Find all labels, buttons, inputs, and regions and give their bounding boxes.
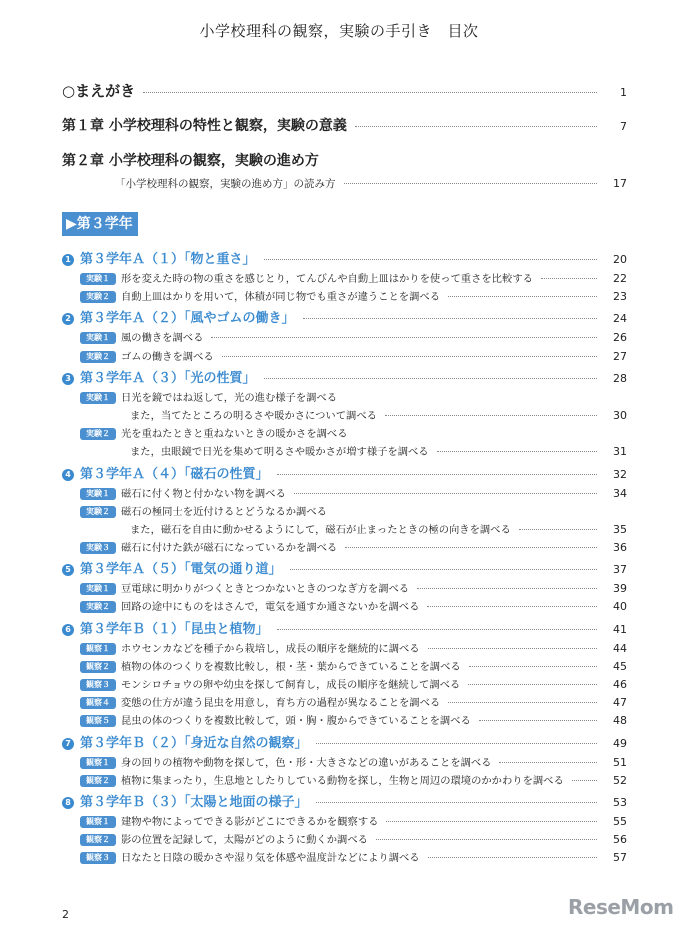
dot-leader — [344, 183, 598, 184]
dot-leader — [448, 296, 597, 297]
page-ref: 48 — [613, 714, 627, 728]
dot-leader — [541, 278, 597, 279]
item-text: ホウセンカなどを種子から栽培し，成長の順序を継続的に調べる — [121, 642, 420, 655]
page-ref: 41 — [613, 622, 627, 636]
item-badge: 実験１ — [80, 488, 116, 500]
page-ref: 7 — [620, 120, 627, 133]
toc-item[interactable] — [62, 640, 627, 658]
unit-title: 第３学年Ａ（２）「風やゴムの働き」 — [80, 311, 295, 327]
chapter-label: 第２章 小学校理科の観察，実験の進め方 — [62, 153, 319, 169]
dot-leader — [427, 606, 597, 607]
unit-title: 第３学年Ｂ（３）「太陽と地面の様子」 — [80, 794, 308, 810]
item-badge: 実験２ — [80, 601, 116, 613]
dot-leader — [428, 857, 597, 858]
item-badge: 実験３ — [80, 542, 116, 554]
item-text: 磁石に付く物と付かない物を調べる — [121, 487, 286, 500]
dot-leader — [468, 684, 597, 685]
dot-leader — [469, 666, 597, 667]
page-ref: 28 — [613, 371, 627, 385]
toc-item[interactable] — [62, 712, 627, 730]
toc-item[interactable] — [62, 676, 627, 694]
dot-leader — [385, 415, 597, 416]
dot-leader — [264, 378, 597, 379]
circled-number-icon: 8 — [62, 797, 74, 809]
page-ref: 46 — [613, 678, 627, 691]
page-number: 2 — [62, 908, 69, 921]
toc-item[interactable] — [62, 389, 627, 407]
toc-item[interactable] — [62, 772, 627, 790]
section-grade-3: ▶第３学年 — [62, 212, 138, 236]
item-text: 磁石の極同士を近付けるとどうなるか調べる — [121, 505, 327, 518]
item-badge: 観察２ — [80, 834, 116, 846]
item-text: 建物や物によってできる影がどこにできるかを観察する — [121, 815, 379, 828]
item-badge: 観察１ — [80, 816, 116, 828]
dot-leader — [428, 648, 597, 649]
page-ref: 22 — [613, 272, 627, 285]
dot-leader — [479, 720, 597, 721]
circled-number-icon: 7 — [62, 738, 74, 750]
item-text: また，虫眼鏡で日光を集めて明るさや暖かさが増す様子を調べる — [130, 446, 429, 459]
page-ref: 24 — [613, 312, 627, 326]
item-text: また，磁石を自由に動かせるようにして，磁石が止まったときの極の向きを調べる — [130, 523, 511, 536]
page-ref: 35 — [613, 522, 627, 536]
unit-heading[interactable] — [62, 249, 627, 270]
page-ref: 39 — [613, 582, 627, 596]
item-text: 風の働きを調べる — [121, 332, 204, 345]
page-ref: 27 — [613, 349, 627, 363]
page-ref: 20 — [613, 253, 627, 266]
unit-title: 第３学年Ｂ（２）「身近な自然の観察」 — [80, 735, 308, 751]
page-ref: 55 — [613, 814, 627, 828]
item-badge: 観察４ — [80, 697, 116, 709]
unit-title: 第３学年Ａ（４）「磁石の性質」 — [80, 466, 269, 482]
unit-heading[interactable] — [62, 792, 627, 813]
toc-item[interactable] — [62, 443, 627, 461]
page-ref: 36 — [613, 541, 627, 555]
item-badge: 実験１ — [80, 332, 116, 344]
unit-title: 第３学年Ａ（１）「物と重さ」 — [80, 252, 256, 267]
page-ref: 45 — [613, 659, 627, 673]
page-ref: 37 — [613, 563, 627, 577]
unit-heading[interactable] — [62, 368, 627, 389]
dot-leader — [345, 547, 597, 548]
dot-leader — [355, 126, 597, 127]
chapter-label: ○まえがき — [62, 82, 136, 100]
dot-leader — [277, 629, 597, 630]
dot-leader — [316, 802, 597, 803]
dot-leader — [499, 762, 597, 763]
circled-number-icon: 3 — [62, 373, 74, 385]
item-text: モンシロチョウの卵や幼虫を探して飼育し，成長の順序を継続して調べる — [121, 679, 461, 691]
unit-heading[interactable] — [62, 619, 627, 640]
page-ref: 57 — [613, 851, 627, 865]
item-badge: 観察１ — [80, 643, 116, 655]
unit-title: 第３学年Ａ（３）「光の性質」 — [80, 370, 256, 386]
dot-leader — [277, 474, 597, 475]
dot-leader — [376, 839, 597, 840]
toc-item[interactable] — [62, 849, 627, 867]
dot-leader — [519, 529, 597, 530]
unit-title: 第３学年Ｂ（１）「昆虫と植物」 — [80, 621, 269, 637]
page-ref: 40 — [613, 600, 627, 614]
unit-heading[interactable] — [62, 733, 627, 754]
item-text: 影の位置を記録して，太陽がどのように動くか調べる — [121, 834, 368, 847]
item-text: 昆虫の体のつくりを複数比較して，頭・胸・腹からできていることを調べる — [121, 715, 471, 728]
item-text: 回路の途中にものをはさんで，電気を通すか通さないかを調べる — [121, 601, 420, 614]
item-badge: 実験１ — [80, 583, 116, 595]
item-text: 自動上皿はかりを用いて，体積が同じ物でも重さが違うことを調べる — [121, 291, 440, 304]
toc-item[interactable] — [62, 348, 627, 366]
toc-chapter-2-sub[interactable] — [115, 176, 627, 191]
toc-item[interactable] — [62, 521, 627, 539]
circled-number-icon: 6 — [62, 624, 74, 636]
dot-leader — [143, 92, 597, 93]
toc-item[interactable] — [62, 288, 627, 306]
dot-leader — [437, 451, 597, 452]
item-text: 豆電球に明かりがつくときとつかないときのつなぎ方を調べる — [121, 583, 410, 596]
item-badge: 実験２ — [80, 291, 116, 303]
page-ref: 44 — [613, 641, 627, 655]
page-ref: 30 — [613, 408, 627, 422]
unit-heading[interactable] — [62, 464, 627, 485]
item-text: 植物に集まったり，生息地としたりしている動物を探し，生物と周辺の環境のかかわりを調べる — [121, 774, 564, 787]
dot-leader — [572, 780, 597, 781]
toc-item[interactable] — [62, 694, 627, 712]
toc-chapter-1[interactable] — [62, 115, 627, 135]
sub-label: 「小学校理科の観察，実験の進め方」の読み方 — [115, 178, 336, 190]
dot-leader — [294, 493, 597, 494]
dot-leader — [303, 318, 597, 319]
toc-item[interactable] — [62, 485, 627, 503]
circled-number-icon: 4 — [62, 469, 74, 481]
item-text: また，当てたところの明るさや暖かさについて調べる — [130, 409, 377, 422]
item-badge: 観察５ — [80, 715, 116, 727]
chapter-label: 第１章 小学校理科の特性と観察，実験の意義 — [62, 118, 347, 134]
unit-list — [62, 247, 627, 868]
item-text: 身の回りの植物や動物を探して，色・形・大きさなどの違いがあることを調べる — [121, 756, 492, 769]
item-text: 日光を鏡ではね返して，光の進む様子を調べる — [121, 391, 338, 404]
page-ref: 1 — [620, 86, 627, 99]
circled-number-icon: 1 — [62, 254, 74, 266]
toc-chapter-2[interactable] — [62, 150, 627, 170]
toc-item[interactable] — [62, 407, 627, 425]
toc-item[interactable] — [62, 754, 627, 772]
toc-item[interactable] — [62, 425, 627, 443]
dot-leader — [222, 356, 597, 357]
toc-item[interactable] — [62, 503, 627, 521]
page-ref: 52 — [613, 773, 627, 787]
item-text: 光を重ねたときと重ねないときの暖かさを調べる — [121, 428, 348, 441]
unit-title: 第３学年Ａ（５）「電気の通り道」 — [80, 562, 282, 578]
toc-item[interactable] — [62, 329, 627, 347]
item-badge: 実験２ — [80, 428, 116, 440]
item-badge: 観察３ — [80, 852, 116, 864]
item-text: ゴムの働きを調べる — [121, 350, 214, 363]
page-title: 小学校理科の観察，実験の手引き 目次 — [199, 22, 479, 40]
item-badge: 観察２ — [80, 775, 116, 787]
page-ref: 26 — [613, 331, 627, 345]
item-badge: 実験１ — [80, 392, 116, 404]
item-badge: 観察３ — [80, 679, 116, 691]
toc-item[interactable] — [62, 539, 627, 557]
dot-leader — [417, 588, 597, 589]
item-text: 日なたと日陰の暖かさや湿り気を体感や温度計などにより調べる — [121, 852, 420, 865]
page-ref: 31 — [613, 445, 627, 459]
item-text: 変態の仕方が違う昆虫を用意し，育ち方の過程が異なることを調べる — [121, 697, 441, 710]
toc-item[interactable] — [62, 598, 627, 616]
circled-number-icon: 2 — [62, 313, 74, 325]
item-badge: 実験２ — [80, 506, 116, 518]
dot-leader — [316, 743, 597, 744]
item-badge: 観察１ — [80, 757, 116, 769]
page-ref: 23 — [613, 290, 627, 304]
item-text: 形を変えた時の物の重さを感じとり，てんびんや自動上皿はかりを使って重さを比較する — [121, 273, 533, 285]
toc-item[interactable] — [62, 658, 627, 676]
dot-leader — [290, 569, 597, 570]
item-badge: 実験１ — [80, 273, 116, 285]
item-text: 磁石に付けた鉄が磁石になっているかを調べる — [121, 542, 338, 555]
dot-leader — [386, 821, 597, 822]
page-ref: 32 — [613, 467, 627, 481]
toc-item[interactable] — [62, 813, 627, 831]
toc-item[interactable] — [62, 270, 627, 288]
item-badge: 観察２ — [80, 661, 116, 673]
page-ref: 49 — [613, 736, 627, 750]
circled-number-icon: 5 — [62, 564, 74, 576]
page-ref: 47 — [613, 696, 627, 710]
resemom-logo: ReseMom — [568, 895, 674, 919]
page-ref: 34 — [613, 486, 627, 500]
item-text: 植物の体のつくりを複数比較し，根・茎・葉からできていることを調べる — [121, 660, 461, 673]
dot-leader — [448, 702, 597, 703]
unit-heading[interactable] — [62, 308, 627, 329]
toc-item[interactable] — [62, 580, 627, 598]
unit-heading[interactable] — [62, 559, 627, 580]
dot-leader — [211, 337, 597, 338]
toc-item[interactable] — [62, 831, 627, 849]
page-ref: 56 — [613, 833, 627, 847]
dot-leader — [264, 259, 597, 260]
item-badge: 実験２ — [80, 351, 116, 363]
page-ref: 53 — [613, 795, 627, 809]
page-ref: 51 — [613, 755, 627, 769]
toc-preface[interactable] — [62, 80, 627, 101]
page-ref: 17 — [613, 177, 627, 190]
